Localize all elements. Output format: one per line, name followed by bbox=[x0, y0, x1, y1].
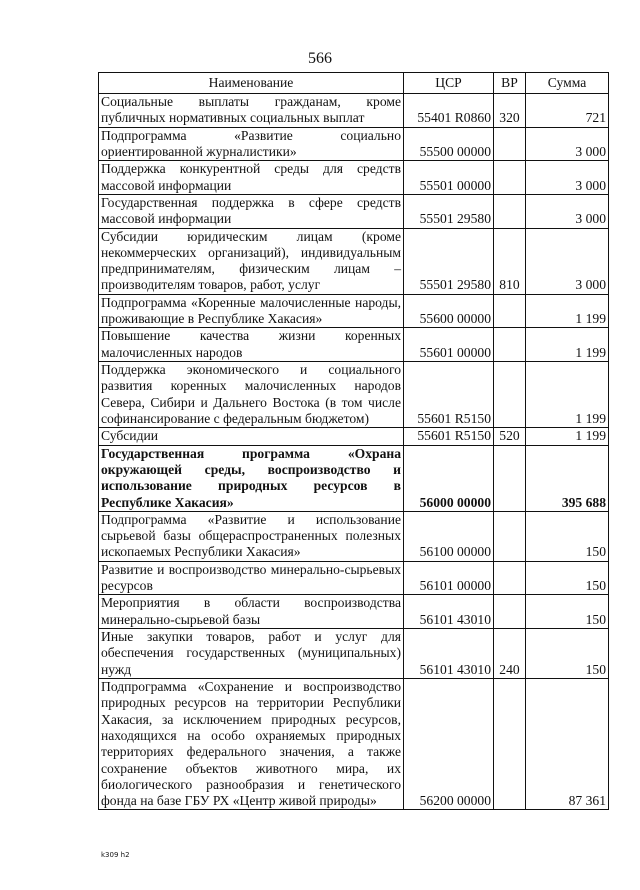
cell-csr: 56000 00000 bbox=[404, 445, 494, 511]
cell-vr bbox=[494, 678, 526, 810]
cell-vr bbox=[494, 127, 526, 161]
table-header-row bbox=[99, 73, 609, 94]
cell-vr: 320 bbox=[494, 94, 526, 128]
cell-csr: 56100 00000 bbox=[404, 511, 494, 561]
cell-csr: 56101 43010 bbox=[404, 629, 494, 679]
cell-csr: 56200 00000 bbox=[404, 678, 494, 810]
cell-csr: 55401 R0860 bbox=[404, 94, 494, 128]
cell-name: Подпрограмма «Развитие социально ориентированной журналистики» bbox=[99, 127, 404, 161]
cell-vr: 520 bbox=[494, 428, 526, 445]
cell-sum: 3 000 bbox=[526, 161, 609, 195]
cell-csr: 55501 29580 bbox=[404, 194, 494, 228]
cell-vr bbox=[494, 511, 526, 561]
cell-sum: 150 bbox=[526, 629, 609, 679]
cell-name: Подпрограмма «Коренные малочисленные народы, проживающие в Республике Хакасия» bbox=[99, 294, 404, 328]
cell-name: Поддержка конкурентной среды для средств массовой информации bbox=[99, 161, 404, 195]
cell-sum: 3 000 bbox=[526, 228, 609, 294]
table-row bbox=[99, 127, 609, 161]
cell-vr bbox=[494, 362, 526, 428]
cell-vr: 810 bbox=[494, 228, 526, 294]
cell-name: Мероприятия в области воспроизводства минерально-сырьевой базы bbox=[99, 595, 404, 629]
cell-csr: 56101 43010 bbox=[404, 595, 494, 629]
cell-name: Подпрограмма «Развитие и использование сырьевой базы общераспространенных полезных ископаемых Республики Хакасия» bbox=[99, 511, 404, 561]
table-row bbox=[99, 362, 609, 428]
header-name: Наименование bbox=[99, 73, 404, 94]
header-sum: Сумма bbox=[526, 73, 609, 94]
cell-name: Развитие и воспроизводство минерально-сырьевых ресурсов bbox=[99, 561, 404, 595]
cell-name: Государственная поддержка в сфере средств массовой информации bbox=[99, 194, 404, 228]
table-row bbox=[99, 511, 609, 561]
cell-sum: 1 199 bbox=[526, 328, 609, 362]
cell-vr bbox=[494, 595, 526, 629]
cell-vr bbox=[494, 561, 526, 595]
cell-sum: 395 688 bbox=[526, 445, 609, 511]
cell-sum: 1 199 bbox=[526, 362, 609, 428]
cell-csr: 55601 00000 bbox=[404, 328, 494, 362]
cell-csr: 55601 R5150 bbox=[404, 428, 494, 445]
table-row bbox=[99, 94, 609, 128]
cell-name: Иные закупки товаров, работ и услуг для обеспечения государственных (муниципальных) нужд bbox=[99, 629, 404, 679]
table-row bbox=[99, 561, 609, 595]
cell-name: Субсидии bbox=[99, 428, 404, 445]
cell-csr: 55601 R5150 bbox=[404, 362, 494, 428]
cell-sum: 150 bbox=[526, 595, 609, 629]
cell-vr bbox=[494, 328, 526, 362]
table-body bbox=[99, 94, 609, 810]
cell-vr bbox=[494, 294, 526, 328]
cell-name: Подпрограмма «Сохранение и воспроизводство природных ресурсов на территории Республики Хакасия, за исключением природных ресурсов, находящихся на особо охраняемых природных территориях федерального значения, а также сохранение объектов животного мира, их биологического разнообразия и генетического фонда на базе ГБУ РХ «Центр живой природы» bbox=[99, 678, 404, 810]
cell-vr: 240 bbox=[494, 629, 526, 679]
table-row bbox=[99, 445, 609, 511]
cell-vr bbox=[494, 445, 526, 511]
cell-sum: 3 000 bbox=[526, 127, 609, 161]
table-row bbox=[99, 228, 609, 294]
cell-name: Субсидии юридическим лицам (кроме некоммерческих организаций), индивидуальным предпринимателям, физическим лицам – производителям товаров, работ, услуг bbox=[99, 228, 404, 294]
cell-name: Повышение качества жизни коренных малочисленных народов bbox=[99, 328, 404, 362]
table-row bbox=[99, 161, 609, 195]
table-row bbox=[99, 328, 609, 362]
cell-csr: 55501 29580 bbox=[404, 228, 494, 294]
cell-vr bbox=[494, 194, 526, 228]
cell-name: Государственная программа «Охрана окружающей среды, воспроизводство и использование природных ресурсов в Республике Хакасия» bbox=[99, 445, 404, 511]
header-vr: ВР bbox=[494, 73, 526, 94]
page-number: 566 bbox=[308, 50, 332, 67]
cell-name: Социальные выплаты гражданам, кроме публичных нормативных социальных выплат bbox=[99, 94, 404, 128]
cell-csr: 56101 00000 bbox=[404, 561, 494, 595]
cell-csr: 55501 00000 bbox=[404, 161, 494, 195]
cell-sum: 721 bbox=[526, 94, 609, 128]
cell-sum: 87 361 bbox=[526, 678, 609, 810]
cell-sum: 1 199 bbox=[526, 428, 609, 445]
cell-sum: 1 199 bbox=[526, 294, 609, 328]
table-row bbox=[99, 629, 609, 679]
table-row bbox=[99, 194, 609, 228]
table-row bbox=[99, 294, 609, 328]
cell-csr: 55600 00000 bbox=[404, 294, 494, 328]
budget-table bbox=[98, 72, 609, 810]
cell-sum: 150 bbox=[526, 561, 609, 595]
footer-code: k309 h2 bbox=[101, 851, 130, 859]
cell-sum: 3 000 bbox=[526, 194, 609, 228]
header-csr: ЦСР bbox=[404, 73, 494, 94]
cell-csr: 55500 00000 bbox=[404, 127, 494, 161]
cell-name: Поддержка экономического и социального развития коренных малочисленных народов Севера, Сибири и Дальнего Востока (в том числе софинансирование с федеральным бюджетом) bbox=[99, 362, 404, 428]
table-row bbox=[99, 428, 609, 445]
cell-sum: 150 bbox=[526, 511, 609, 561]
cell-vr bbox=[494, 161, 526, 195]
table-row bbox=[99, 595, 609, 629]
table-row bbox=[99, 678, 609, 810]
